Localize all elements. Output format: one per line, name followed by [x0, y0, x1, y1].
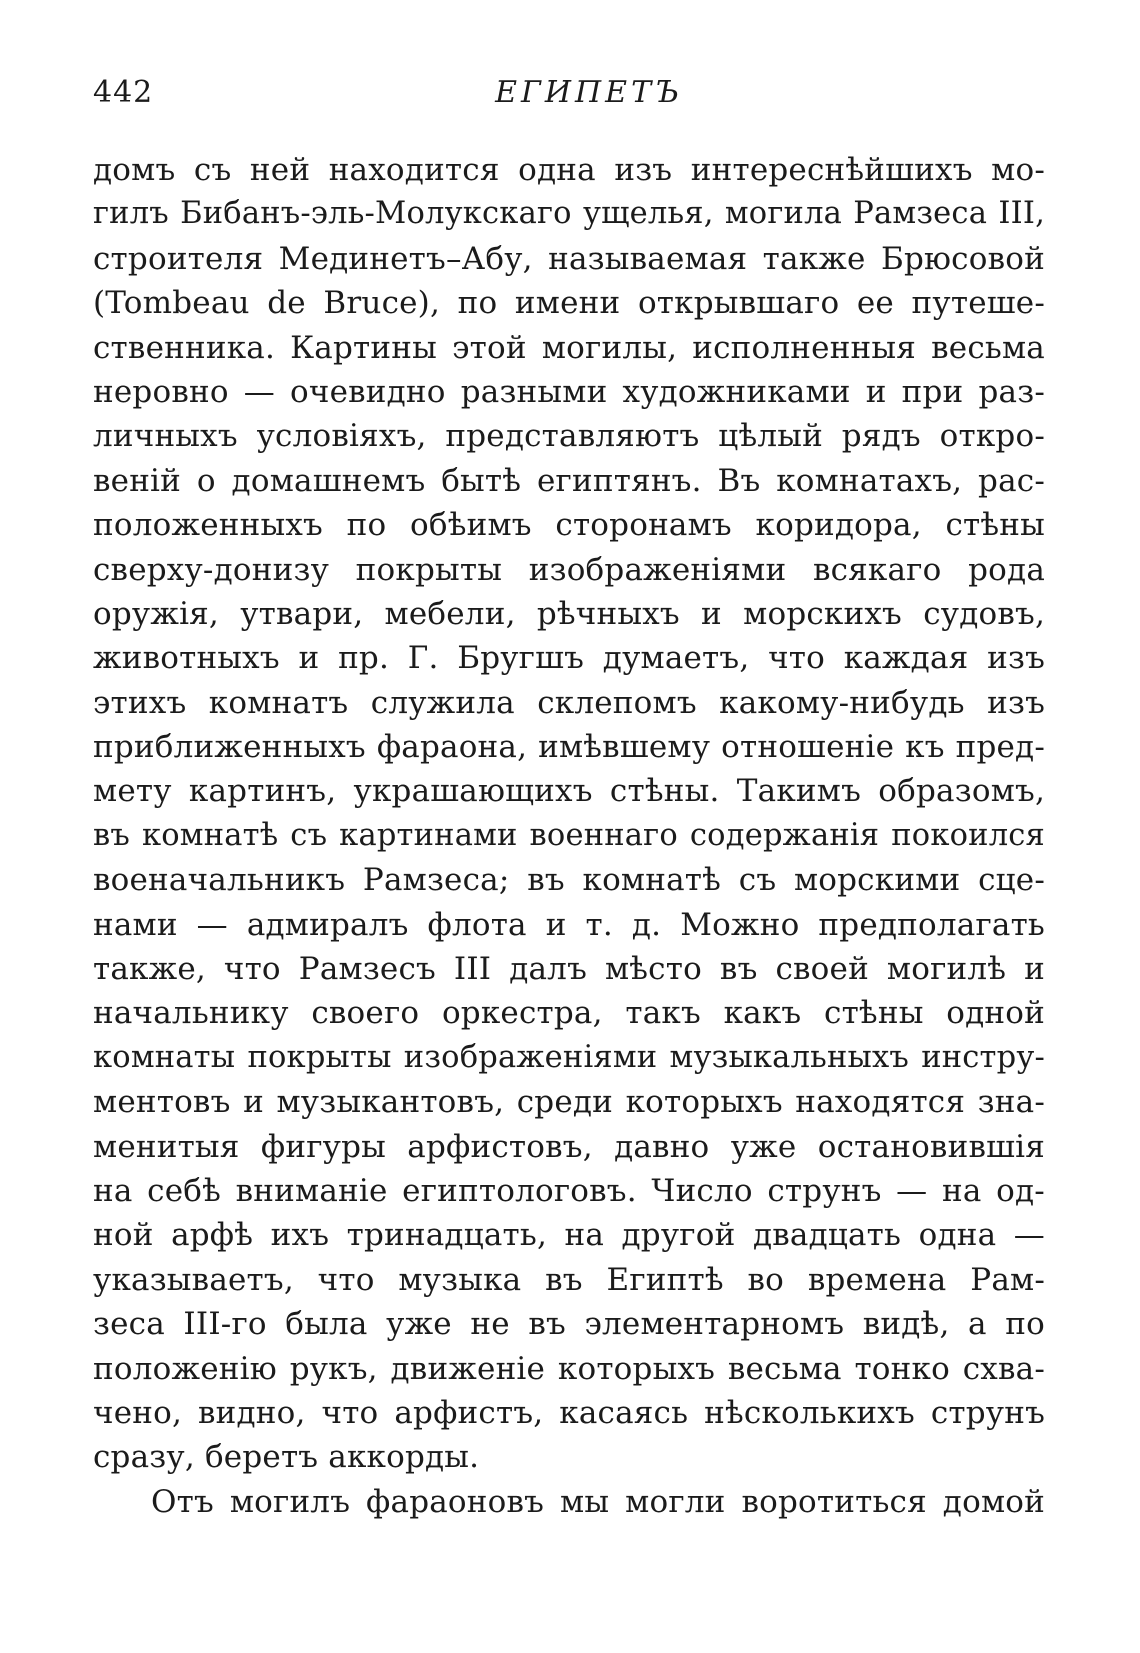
text-line: положенныхъ по обѣимъ сторонамъ коридора, стѣны	[93, 507, 1045, 544]
body-text	[93, 148, 1045, 1524]
text-line: положенію рукъ, движеніе которыхъ весьма тонко схва-	[93, 1350, 1045, 1387]
text-line: указываетъ, что музыка въ Египтѣ во времена Рам-	[93, 1261, 1045, 1298]
text-line: веній о домашнемъ бытѣ египтянъ. Въ комнатахъ, рас-	[93, 462, 1045, 499]
paragraph-start-line: Отъ могилъ фараоновъ мы могли воротиться домой	[151, 1483, 1045, 1520]
text-line: ной арфѣ ихъ тринадцать, на другой двадцать одна —	[93, 1217, 1045, 1254]
text-line: на себѣ вниманіе египтологовъ. Число струнъ — на од-	[93, 1172, 1045, 1209]
text-line: личныхъ условіяхъ, представляютъ цѣлый рядъ откро-	[93, 418, 1045, 455]
text-line: животныхъ и пр. Г. Бругшъ думаетъ, что каждая изъ	[93, 640, 1045, 677]
text-line: военачальникъ Рамзеса; въ комнатѣ съ морскими сце-	[93, 862, 1045, 899]
text-line: этихъ комнатъ служила склепомъ какому-нибудь изъ	[93, 684, 1045, 721]
text-line: приближенныхъ фараона, имѣвшему отношеніе къ пред-	[93, 729, 1045, 766]
running-title: ЕГИПЕТЪ	[495, 75, 683, 110]
text-line: ментовъ и музыкантовъ, среди которыхъ находятся зна-	[93, 1084, 1045, 1121]
text-line: чено, видно, что арфистъ, касаясь нѣсколькихъ струнъ	[93, 1394, 1045, 1431]
text-line: (Tombeau de Bruce), по имени открывшаго ее путеше-	[93, 285, 1045, 322]
text-line: начальнику своего оркестра, такъ какъ стѣны одной	[93, 995, 1045, 1032]
text-line: ственника. Картины этой могилы, исполненныя весьма	[93, 329, 1045, 366]
text-line: нами — адмиралъ флота и т. д. Можно предполагать	[93, 906, 1045, 943]
page-number: 442	[93, 75, 154, 110]
text-line: менитыя фигуры арфистовъ, давно уже остановившія	[93, 1128, 1045, 1165]
running-head	[93, 70, 1045, 116]
text-line: также, что Рамзесъ III далъ мѣсто въ своей могилѣ и	[93, 951, 1045, 988]
text-line: строителя Мединетъ–Абу, называемая также Брюсовой	[93, 240, 1045, 277]
text-line: комнаты покрыты изображеніями музыкальныхъ инстру-	[93, 1039, 1045, 1075]
text-line: сверху-донизу покрыты изображеніями всякаго рода	[93, 551, 1045, 588]
text-line: оружія, утвари, мебели, рѣчныхъ и морскихъ судовъ,	[93, 595, 1045, 632]
paragraph-end-line: сразу, беретъ аккорды.	[93, 1439, 480, 1476]
text-line: въ комнатѣ съ картинами военнаго содержанія покоился	[93, 817, 1045, 853]
text-line: домъ съ ней находится одна изъ интереснѣйшихъ мо-	[93, 152, 1045, 188]
text-line: мету картинъ, украшающихъ стѣны. Такимъ образомъ,	[93, 773, 1045, 810]
text-line: гилъ Бибанъ-эль-Молукскаго ущелья, могила Рамзеса III,	[93, 196, 1045, 232]
text-line: неровно — очевидно разными художниками и при раз-	[93, 373, 1045, 410]
text-line: зеса III-го была уже не въ элементарномъ видѣ, а по	[93, 1306, 1045, 1343]
